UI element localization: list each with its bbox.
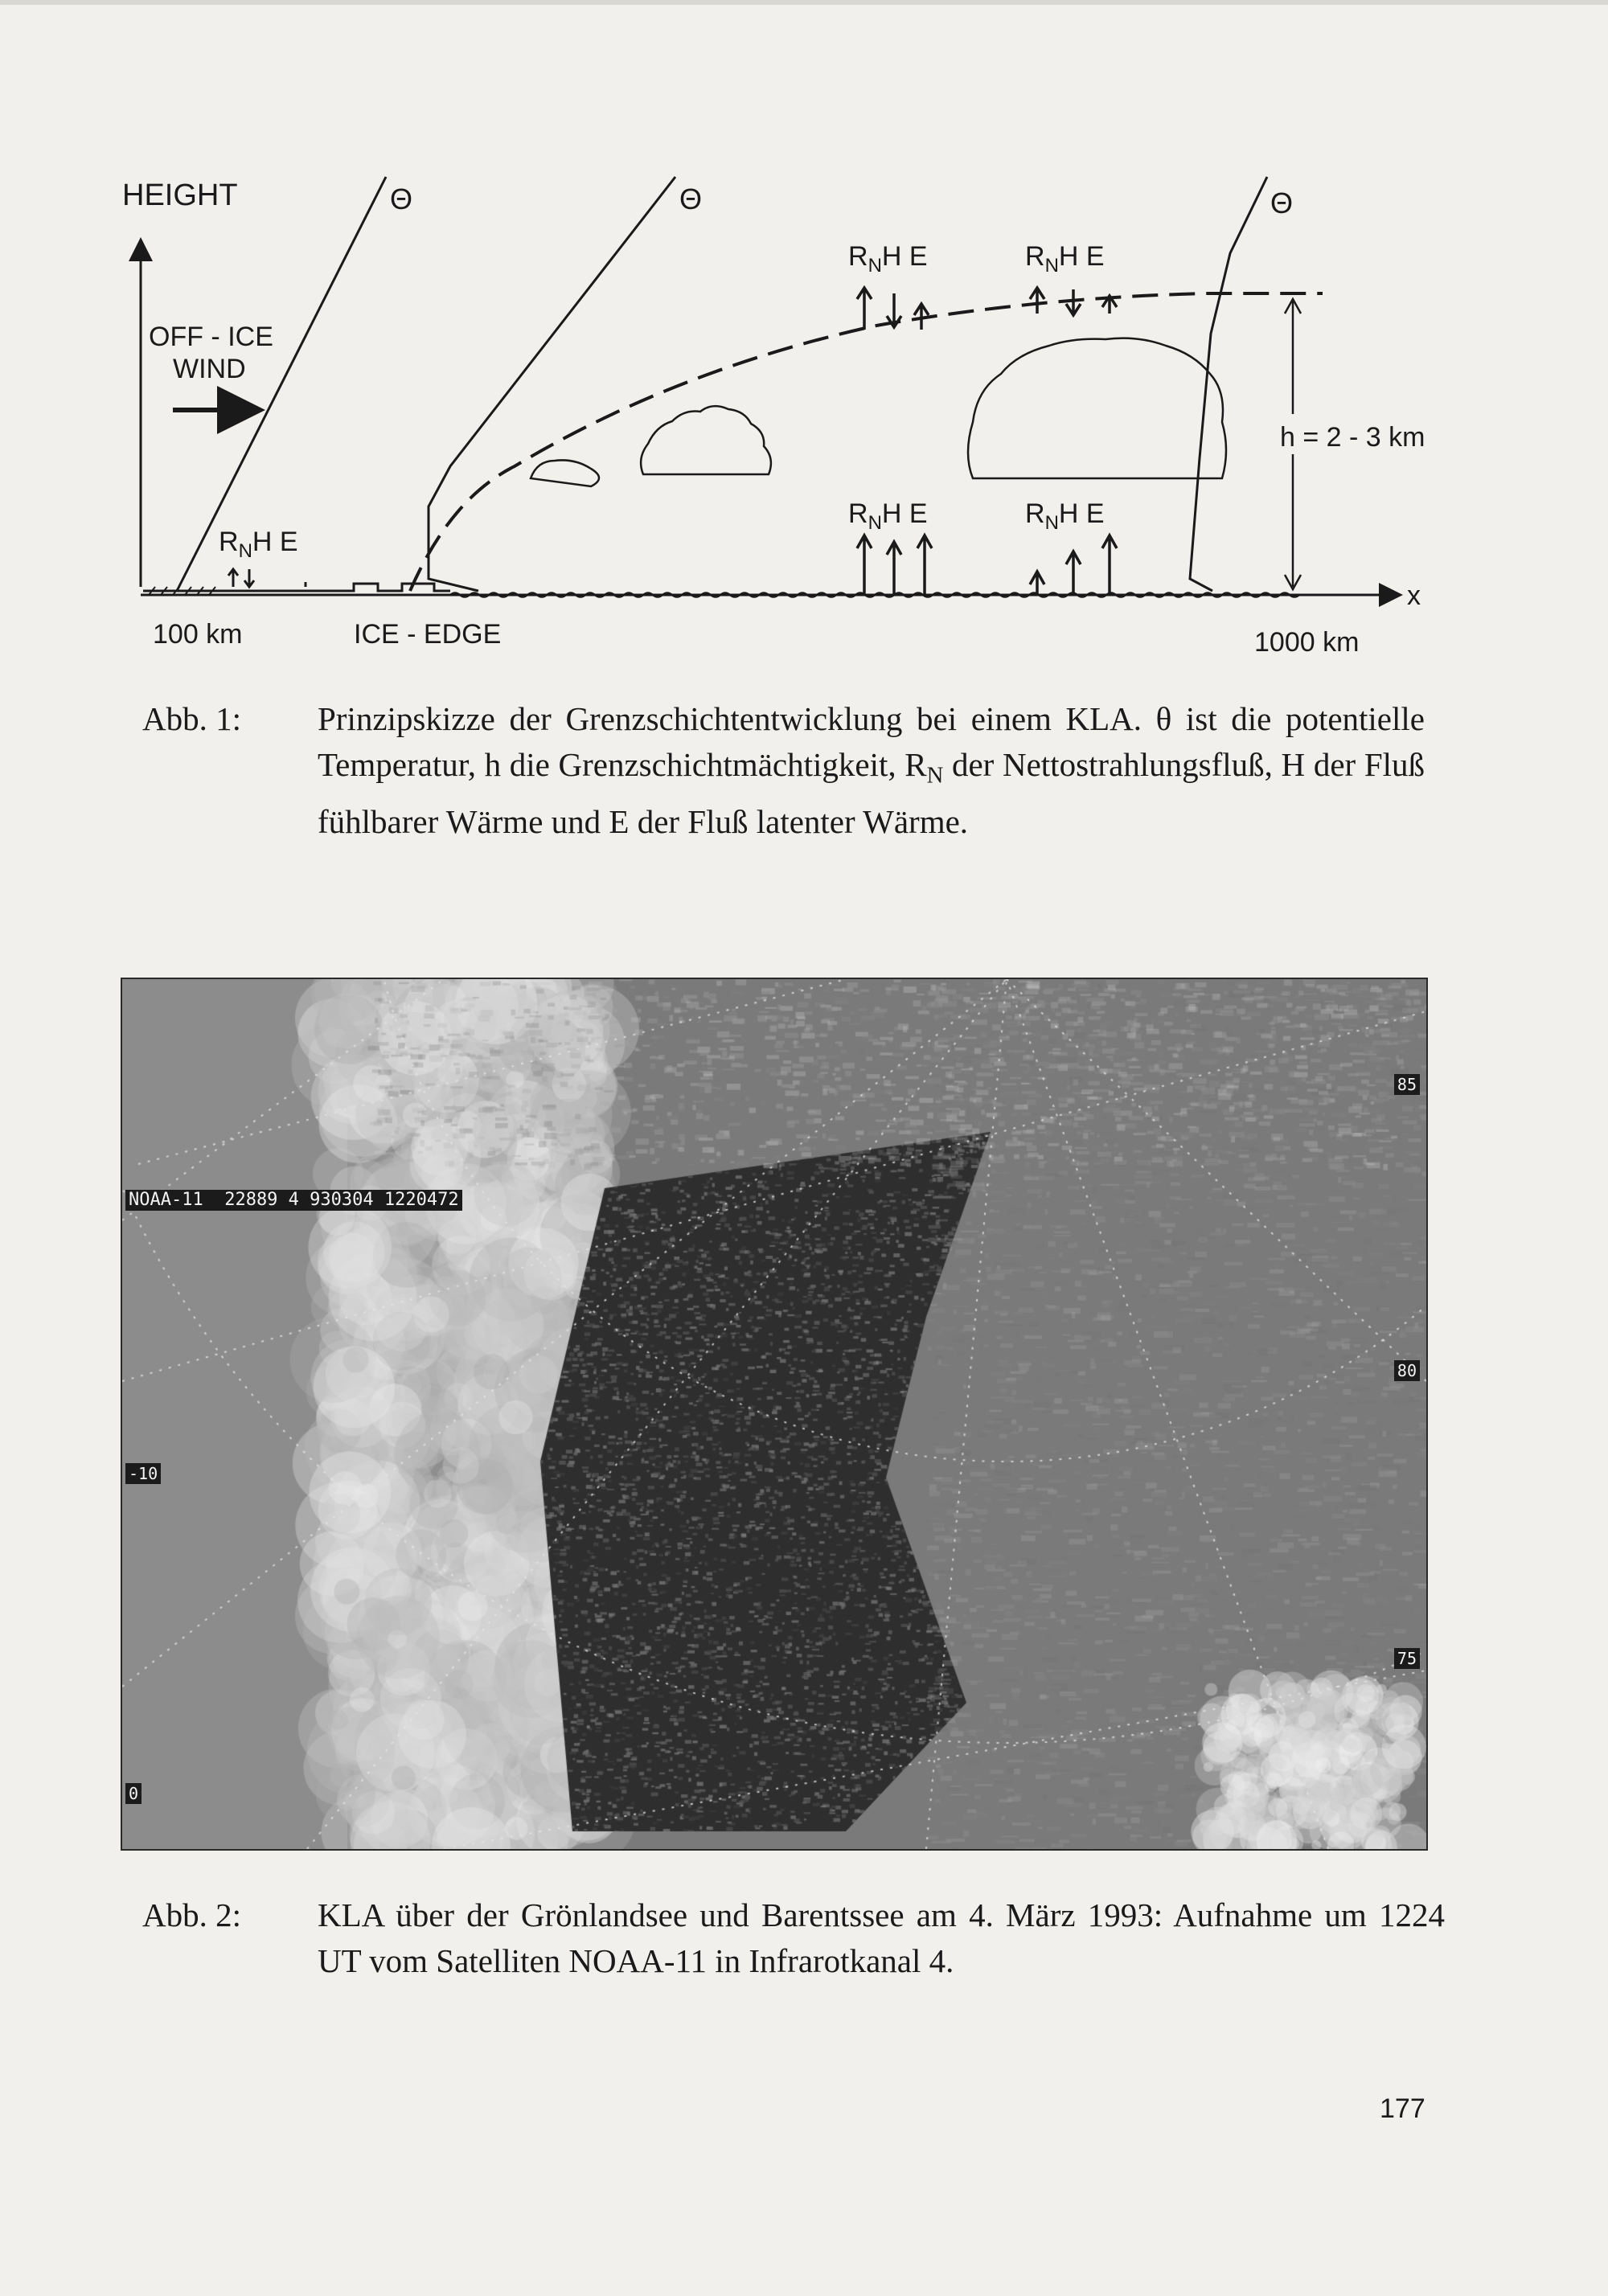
satellite-header-label: NOAA-11 22889 4 930304 1220472 [125, 1190, 462, 1211]
boundary-layer-top [410, 293, 1323, 591]
theta-profile-2 [429, 177, 675, 591]
flux-label-top-1: $R_NH$ E [848, 241, 928, 277]
page-number: 177 [1380, 2093, 1425, 2124]
longitude-label-0: 0 [125, 1783, 142, 1804]
flux-arrows-bottom-1 [857, 535, 932, 595]
x-axis-label: x [1407, 580, 1421, 611]
theta-label-1: Θ [390, 182, 413, 215]
longitude-label-minus10: -10 [125, 1463, 161, 1484]
flux-label-ice: $R_NH$ E [219, 527, 298, 562]
cloud-large [968, 338, 1226, 478]
flux-label-bottom-2: $R_NH$ E [1025, 498, 1105, 534]
flux-arrows-top-2 [1030, 288, 1117, 315]
flux-label-top-2: $R_NH$ E [1025, 241, 1105, 277]
ice-edge-label: ICE - EDGE [354, 619, 502, 650]
flux-arrows-bottom-2 [1030, 535, 1117, 595]
tick-label-1000km: 1000 km [1254, 627, 1360, 658]
latitude-label-85: 85 [1394, 1074, 1420, 1095]
tick-label-100km: 100 km [153, 619, 243, 650]
flux-label-bottom-1: $R_NH$ E [848, 498, 928, 534]
off-ice-wind-label-1: OFF - ICE [149, 322, 273, 352]
satellite-image-canvas [122, 979, 1426, 1849]
theta-label-2: Θ [679, 182, 703, 215]
theta-profile-3 [1190, 177, 1267, 591]
figure-1-caption-text: Prinzipskizze der Grenzschichtentwicklung bei einem KLA. θ ist die potentielle Temperatur, h die Grenzschichtmächtigkeit, $R_N$ der Nettostrahlungsfluß, H der Fluß fühlbarer Wärme und E der Fluß latenter Wärme. [318, 700, 1425, 840]
latitude-label-75: 75 [1394, 1648, 1420, 1669]
flux-arrows-top-1 [857, 288, 929, 330]
boundary-layer-schematic [113, 161, 1431, 675]
h-range-label: h = 2 - 3 km [1280, 422, 1425, 453]
theta-label-3: Θ [1270, 187, 1294, 219]
cloud-small [531, 460, 599, 486]
figure-1-caption-label: Abb. 1: [142, 700, 241, 737]
figure-2-caption-text: KLA über der Grönlandsee und Barentssee am 4. März 1993: Aufnahme um 1224 UT vom Satelliten NOAA-11 in Infrarotkanal 4. [318, 1896, 1445, 1979]
height-label: HEIGHT [122, 178, 238, 212]
cloud-medium [641, 406, 771, 474]
page-top-edge [0, 0, 1608, 5]
satellite-image [121, 978, 1428, 1851]
flux-arrows-ice [228, 569, 306, 587]
figure-2-caption-label: Abb. 2: [142, 1896, 241, 1933]
latitude-label-80: 80 [1394, 1360, 1420, 1381]
off-ice-wind-label-2: WIND [173, 354, 246, 384]
